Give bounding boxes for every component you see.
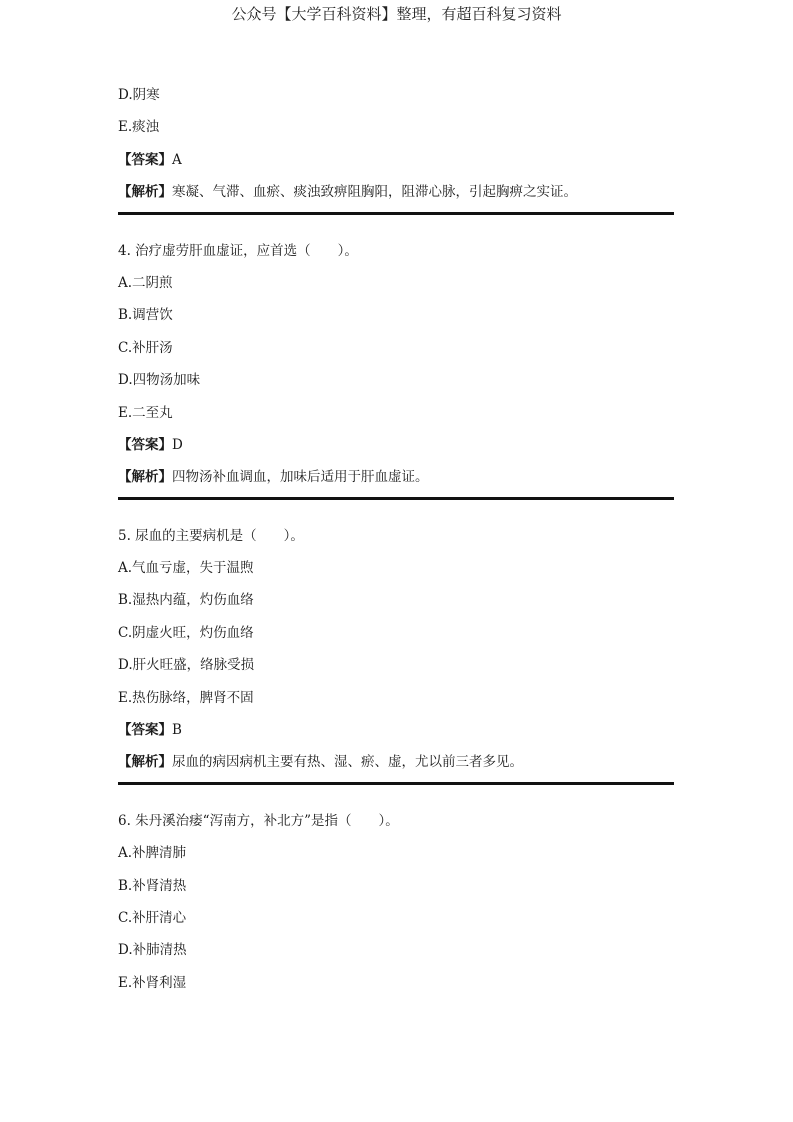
option-d: D.肝火旺盛，络脉受损 xyxy=(118,657,255,674)
option-e: E.二至丸 xyxy=(118,404,173,421)
answer-line xyxy=(118,432,674,464)
answer-line xyxy=(118,717,674,749)
option-d: D.补肺清热 xyxy=(118,942,187,959)
analysis-line xyxy=(118,749,674,781)
answer-value: A xyxy=(172,151,182,168)
question-stem: 6. 朱丹溪治痿“泻南方，补北方”是指（ ）。 xyxy=(118,812,399,829)
answer-label: 【答案】 xyxy=(118,436,172,453)
question-stem: 5. 尿血的主要病机是（ ）。 xyxy=(118,527,304,544)
option-e: E.热伤脉络，脾肾不固 xyxy=(118,689,254,706)
option-c: C.阴虚火旺，灼伤血络 xyxy=(118,624,254,641)
analysis-text: 四物汤补血调血，加味后适用于肝血虚证。 xyxy=(172,469,429,486)
option-b: B.湿热内蕴，灼伤血络 xyxy=(118,592,254,609)
document-body xyxy=(118,82,674,1002)
analysis-label: 【解析】 xyxy=(118,184,172,201)
question-6 xyxy=(118,808,674,1002)
divider xyxy=(118,497,674,500)
analysis-text: 寒凝、气滞、血瘀、痰浊致痹阻胸阳，阻滞心脉，引起胸痹之实证。 xyxy=(172,184,577,201)
analysis-label: 【解析】 xyxy=(118,754,172,771)
answer-value: D xyxy=(172,436,183,453)
question-4 xyxy=(118,238,674,500)
option-c: C.补肝清心 xyxy=(118,909,187,926)
option-a: A.二阴煎 xyxy=(118,274,173,291)
option-c: C.补肝汤 xyxy=(118,339,173,356)
option-e: E.补肾利湿 xyxy=(118,974,187,991)
analysis-line xyxy=(118,464,674,496)
question-5 xyxy=(118,523,674,785)
option-e: E.痰浊 xyxy=(118,119,160,136)
answer-label: 【答案】 xyxy=(118,722,172,739)
question-3-continued xyxy=(118,82,674,215)
analysis-label: 【解析】 xyxy=(118,469,172,486)
page-header: 公众号【大学百科资料】整理，有超百科复习资料 xyxy=(231,5,562,23)
option-a: A.气血亏虚，失于温煦 xyxy=(118,560,254,577)
answer-line xyxy=(118,147,674,179)
divider xyxy=(118,212,674,215)
analysis-line xyxy=(118,179,674,211)
question-stem: 4. 治疗虚劳肝血虚证，应首选（ ）。 xyxy=(118,242,358,259)
divider xyxy=(118,782,674,785)
analysis-text: 尿血的病因病机主要有热、湿、瘀、虚，尤以前三者多见。 xyxy=(172,754,523,771)
option-d: D.阴寒 xyxy=(118,87,160,103)
answer-label: 【答案】 xyxy=(118,151,172,168)
option-d: D.四物汤加味 xyxy=(118,372,201,389)
option-b: B.补肾清热 xyxy=(118,877,187,894)
option-a: A.补脾清肺 xyxy=(118,845,187,862)
answer-value: B xyxy=(172,722,182,739)
option-b: B.调营饮 xyxy=(118,307,173,324)
